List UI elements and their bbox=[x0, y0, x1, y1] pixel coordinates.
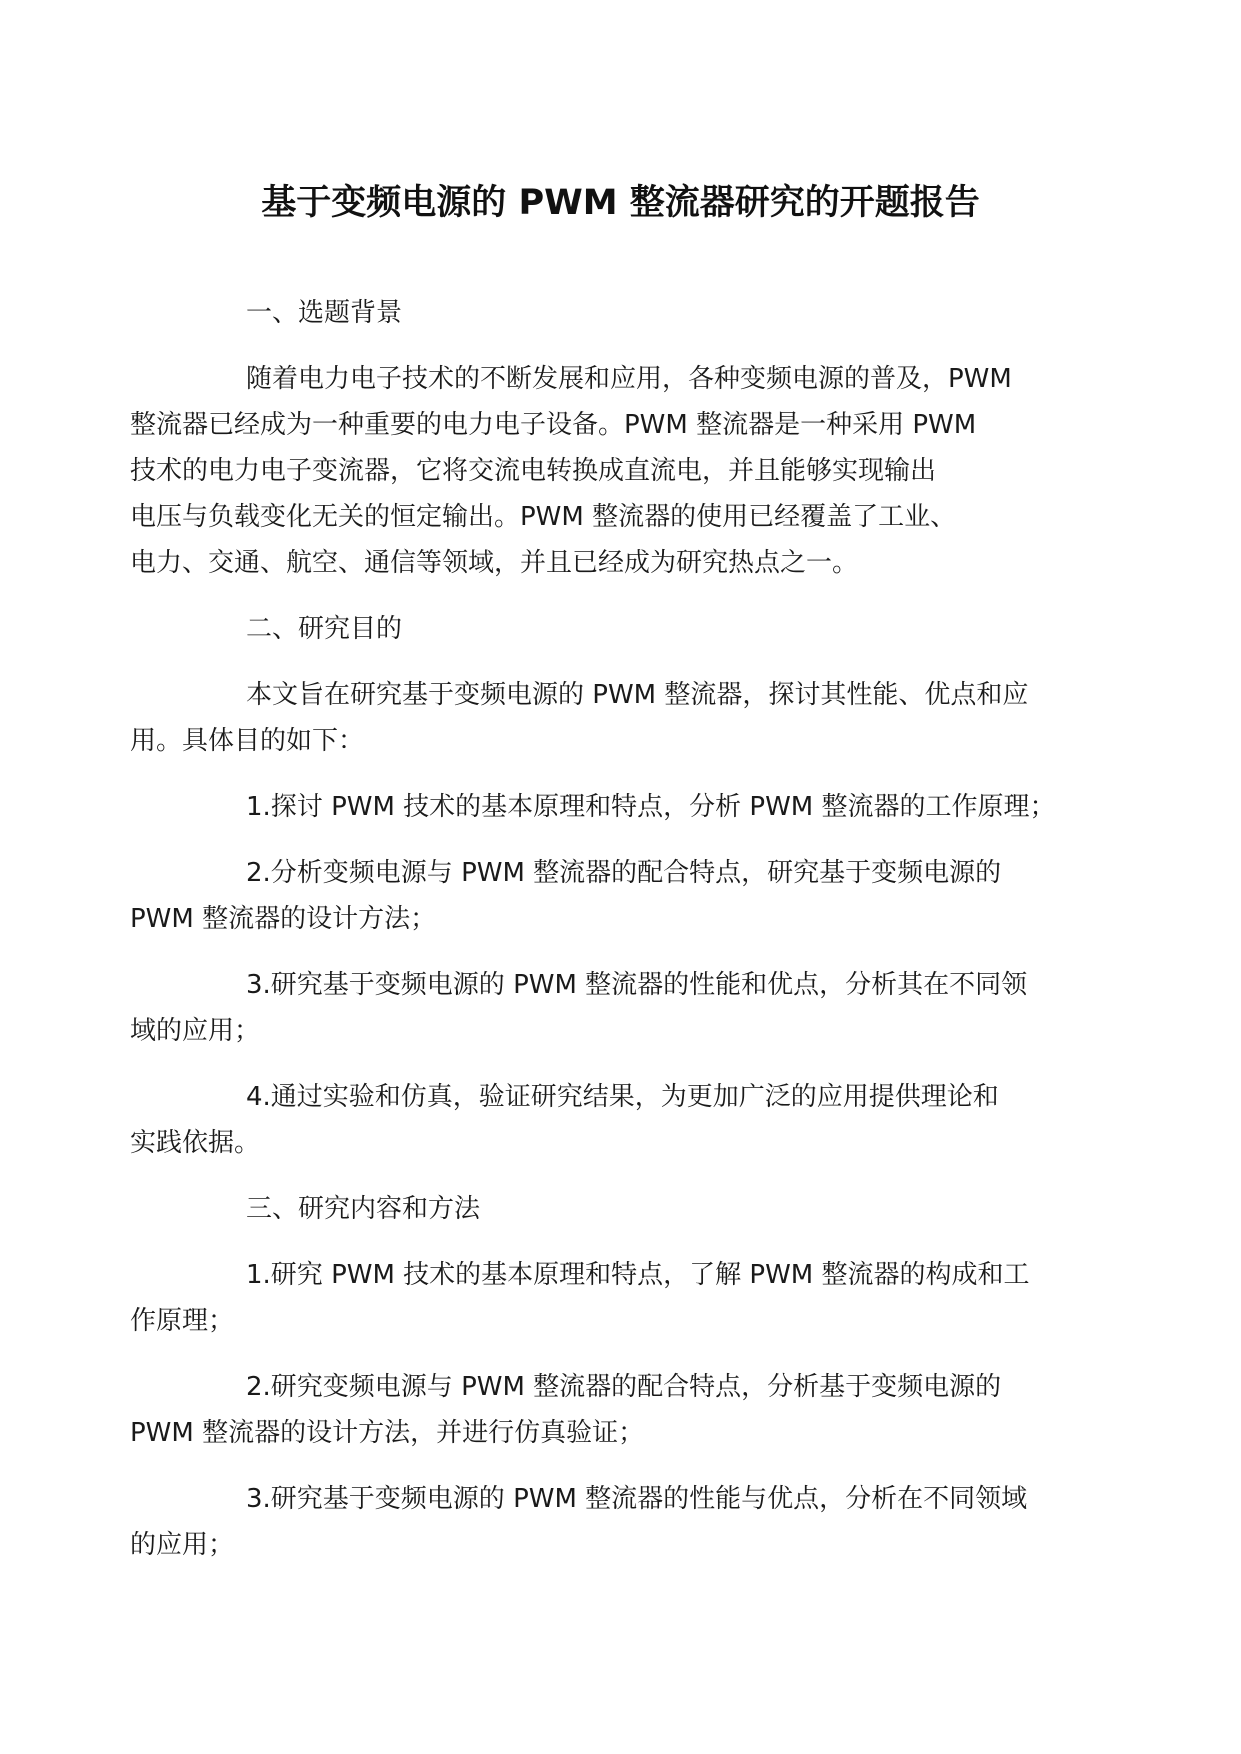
purpose-item bbox=[130, 850, 1068, 942]
paragraph-line: 实践依据。 bbox=[130, 1128, 261, 1158]
paragraph-line: 的应用； bbox=[130, 1530, 235, 1560]
purpose-item bbox=[188, 784, 1068, 830]
paragraph-line: 4.通过实验和仿真，验证研究结果，为更加广泛的应用提供理论和 bbox=[246, 1082, 999, 1112]
paragraph-line: 3.研究基于变频电源的 PWM 整流器的性能与优点，分析在不同领域 bbox=[246, 1484, 1028, 1514]
paragraph-line: 1.探讨 PWM 技术的基本原理和特点，分析 PWM 整流器的工作原理； bbox=[246, 792, 1056, 822]
paragraph-line: 电力、交通、航空、通信等领域，并且已经成为研究热点之一。 bbox=[130, 548, 859, 578]
paragraph-line: PWM 整流器的设计方法； bbox=[130, 904, 437, 934]
document-title: 基于变频电源的 PWM 整流器研究的开题报告 bbox=[261, 183, 980, 223]
paragraph-line: 1.研究 PWM 技术的基本原理和特点，了解 PWM 整流器的构成和工 bbox=[246, 1260, 1030, 1290]
content-item bbox=[130, 1252, 1068, 1344]
paragraph-line: 2.分析变频电源与 PWM 整流器的配合特点，研究基于变频电源的 bbox=[246, 858, 1002, 888]
paragraph-line: 域的应用； bbox=[130, 1016, 261, 1046]
paragraph-line: 技术的电力电子变流器，它将交流电转换成直流电，并且能够实现输出 bbox=[130, 456, 937, 486]
content-item bbox=[130, 1476, 1068, 1568]
document-body bbox=[130, 290, 1068, 1588]
purpose-item bbox=[130, 1074, 1068, 1166]
paragraph-line: 用。具体目的如下： bbox=[130, 726, 365, 756]
paragraph-line: 3.研究基于变频电源的 PWM 整流器的性能和优点，分析其在不同领 bbox=[246, 970, 1028, 1000]
paragraph-line: 2.研究变频电源与 PWM 整流器的配合特点，分析基于变频电源的 bbox=[246, 1372, 1002, 1402]
purpose-item bbox=[130, 962, 1068, 1054]
section-heading-purpose: 二、研究目的 bbox=[246, 614, 403, 644]
section-heading-background: 一、选题背景 bbox=[246, 298, 403, 328]
purpose-intro-paragraph bbox=[130, 672, 1068, 764]
paragraph-line: 本文旨在研究基于变频电源的 PWM 整流器，探讨其性能、优点和应 bbox=[246, 680, 1029, 710]
content-item bbox=[130, 1364, 1068, 1456]
paragraph-line: 整流器已经成为一种重要的电力电子设备。PWM 整流器是一种采用 PWM bbox=[130, 410, 977, 440]
background-paragraph bbox=[130, 356, 1068, 586]
paragraph-line: 电压与负载变化无关的恒定输出。PWM 整流器的使用已经覆盖了工业、 bbox=[130, 502, 957, 532]
paragraph-line: 作原理； bbox=[130, 1306, 235, 1336]
section-heading-content-methods: 三、研究内容和方法 bbox=[246, 1194, 481, 1224]
paragraph-line: 随着电力电子技术的不断发展和应用，各种变频电源的普及，PWM bbox=[246, 364, 1012, 394]
paragraph-line: PWM 整流器的设计方法，并进行仿真验证； bbox=[130, 1418, 645, 1448]
